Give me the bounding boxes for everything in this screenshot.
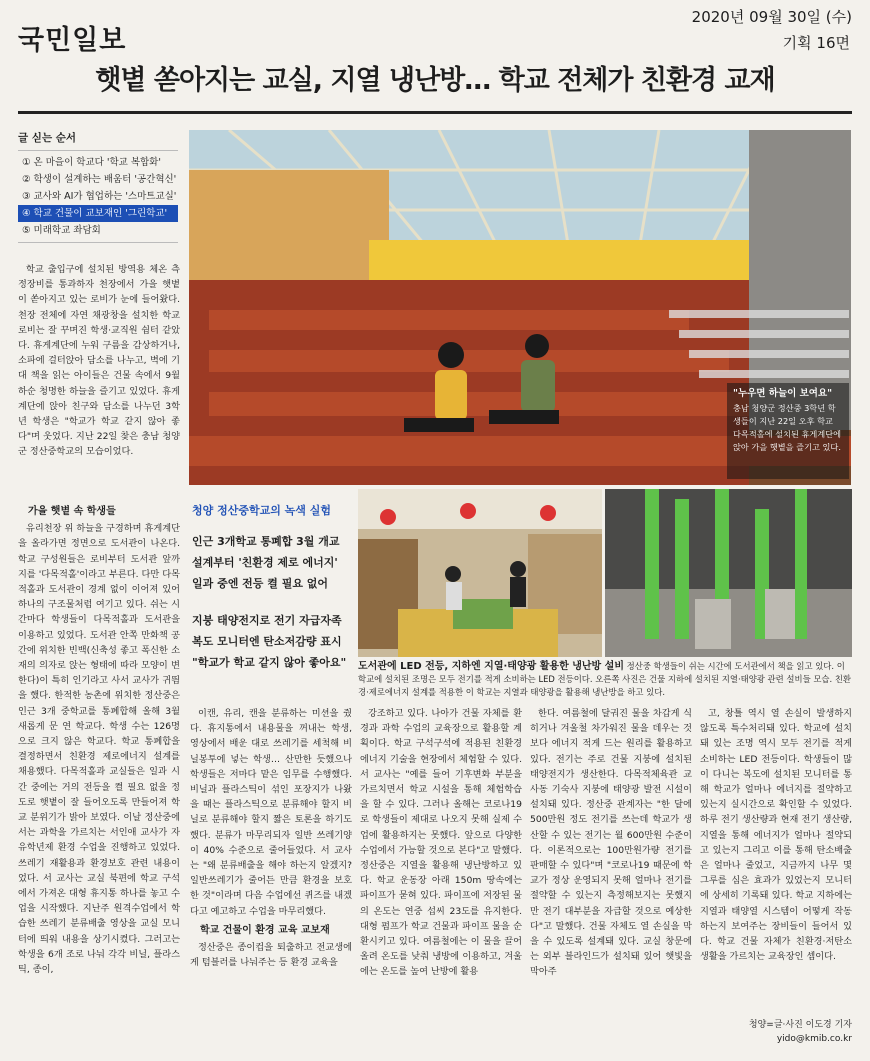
column-1-lower-paragraph: 유리천장 위 하늘을 구경하며 휴게계단을 올라가면 정면으로 도서관이 나온다. 학교 구성원들은 로비부터 도서관 앞까지를 '다목적홀'이라고 부른다. 다만 다목적홀과 도서관이 경계 없이 이어져 있어 하나의 구조물처럼 여기고 있다. 쉬는 시간마다 학생들이 다목적홀과 도서관을 이용하고 있었다. 도서관 안쪽 만화책 공간에 위치한 빈백(신축성 좋고 폭신한 소재의 의자로 앉는 형태에 따라 모양이 변한다)이 특히 인기라고 사서 교사가 귀띔을 했다. 한적한 농촌에 위치한 정산중은 인근 3개 중학교를 통폐합해 올해 3월 새롭게 문 연 학교다. 학생 수는 126명으로 크지 않은 학교다. 학교 통폐합을 결정하면서 친환경 제로에너지 설계를 채용했다. 다목적홀과 교실들은 일과 시간 중에는 거의 전등을 켤 필요 없을 정도로 햇볕이 잘 들어오도록 만들어져 학교 분위기가 밝아 보였다. 이날 정산중에서는 과학을 가르치는 서인애 교사가 자유학년제 환경 수업을 진행하고 있었다. 쓰레기 재활용과 환경보호 관련 내용이었다. 서 교사는 교실 북편에 학교 구석에서 가져온 대형 휴지통 하나를 놓고 수업을 시작했다. 지난주 원격수업에서 학습한 쓰레기 분류배출 영상을 교실 모니터에 띄워 내용을 상기시켰다. 그러고는 학생을 6개 조로 나눠 각각 비닐, 플라스틱, 종이, [18, 523, 180, 976]
header-rule [18, 111, 852, 114]
newspaper-masthead: 국민일보 [18, 25, 127, 56]
column-4-paragraph: 한다. 여름철에 달궈진 물을 차갑게 식히거나 겨울철 차가워진 물을 데우는 것보다 에너지 적게 드는 원리를 활용하고 있다. 전기는 주로 건물 지붕에 설치된 태양전지가 생산한다. 다목적체육관 교사동 기숙사 지붕에 태양광 발전 시설이 설치돼 있다. 정산중 관계자는 "한 달에 500만원 정도 전기를 쓰는데 학교가 생산할 수 있는 전기는 월 600만원 수준이다. 이론적으로는 100만원가량 전기를 판매할 수 있다"며 "코로나19 때문에 학교가 정상 운영되지 못해 얼마나 전기를 절약할 수 있는지 측정해보지는 못했지만 전기 대부분을 자급할 것으로 예상한다"고 말했다. 건물 자체도 열 손실을 막을 수 있도록 설계돼 있다. 교실 창문에는 외부 블라인드가 설치돼 있어 햇빛을 막아주 [530, 708, 692, 978]
column-3-paragraph: 강조하고 있다. 나아가 건물 자체를 환경과 과학 수업의 교육장으로 활용할 계획이다. 학교 구석구석에 적용된 친환경 에너지 기술을 현장에서 체험할 수 있다. 서 교사는 "예를 들어 기후변화 부분을 가르치면서 학교 시설을 통해 체험학습을 할 수 있다. 그러나 올해는 코로나19로 학생들이 제대로 나오지 못해 실제 수업에 활용하지는 못했다. 앞으로 다양한 수업에서 가능할 것으로 본다"고 말했다. 정산중은 지열을 활용해 냉난방하고 있다. 학교 운동장 아래 150m 땅속에는 파이프가 묻혀 있다. 파이프에 저장된 물의 온도는 연중 섭씨 23도를 유지한다. 대형 펌프가 학교 건물과 파이프 물을 순환시키고 있다. 여름철에는 이 물을 끌어올려 온도를 낮춰 냉방에 이용하고, 겨울에는 온도를 높여 난방에 활용 [360, 708, 522, 978]
column-2-end-paragraph: 정산중은 종이컵을 퇴출하고 전교생에게 텀블러를 나눠주는 등 환경 교육을 [190, 942, 352, 969]
column-5-paragraph: 고, 창틀 역시 열 손실이 발생하지 않도록 특수처리돼 있다. 학교에 설치돼 있는 조명 역시 모두 전기를 적게 소비하는 LED 전등이다. 학생들이 많이 다니는 복도에 설치된 모니터를 통해 학교가 얼마나 에너지를 절약하고 있는지 실시간으로 확인할 수 있었다. 하루 전기 생산량과 현재 전기 생산량, 지열을 통해 에너지가 얼마나 절약되고 있는지 그리고 이를 통해 탄소배출은 얼마나 줄었고, 지금까지 나무 몇 그루를 심은 효과가 있었는지 모니터에 상세히 기록돼 있다. 학교 지하에는 지열과 태양열 시스템이 어떻게 작동하는지 보여주는 장비들이 들어서 있다. 학교 건물 자체가 친환경·저탄소 생활을 가르치는 교육장인 셈이다. [700, 708, 852, 963]
main-photo-caption-box [727, 383, 849, 479]
photo-caption-text: 정산중 학생들이 쉬는 시간에 도서관에서 책을 읽고 있다. 이 학교에 설치된 조명은 모두 전기를 적게 소비하는 LED 전등이다. 오른쪽 사진은 건물 지하에 설치된 지열·태양광 관련 설비들 모습. 친환경·제로에너지 설계를 적용한 이 학교는 지열과 태양광을 활용해 냉난방을 하고 있다. [358, 661, 852, 697]
article-column-5 [700, 706, 852, 1014]
toc-divider [18, 150, 178, 151]
sidebar-point-2: 지붕 태양전지로 전기 자급자족 복도 모니터엔 탄소저감량 표시 "학교가 학교 같지 않아 좋아요" [192, 614, 347, 669]
subheading-school-building: 학교 건물이 환경 교육 교보재 [200, 924, 330, 936]
column-2-paragraph: 이캔, 유리, 캔을 분류하는 미션을 줬다. 휴지통에서 내용물을 꺼내는 학생, 영상에서 배운 대로 쓰레기를 세척해 비닐봉투에 넣는 학생… 산만한 듯했으나 학생들은 저마다 맡은 임무를 수행했다. 비닐과 플라스틱이 섞인 포장지가 나왔을 때는 플라스틱으로 분류해야 할지 비닐로 분류해야 할지 짧은 토론을 하기도 했다. 분류가 마무리되자 일반 쓰레기양이 40% 수준으로 줄어들었다. 서 교사는 "왜 분류배출을 해야 하는지 알겠지? 일반쓰레기가 줄어든 만큼 환경을 보호한 것"이라며 다음 수업에선 퀴즈를 내겠다고 예고하고 수업을 마무리했다. [190, 708, 352, 917]
section-page: 기획 16면 [782, 34, 850, 52]
main-photo-caption-title: "누우면 하늘이 보여요" [733, 388, 833, 399]
byline-block [749, 1018, 852, 1046]
sidebar-box [192, 500, 352, 673]
article-column-3 [360, 706, 522, 1040]
sidebar-title: 청양 정산중학교의 녹색 실험 [192, 504, 331, 517]
article-headline: 햇볕 쏟아지는 교실, 지열 냉난방… 학교 전체가 친환경 교재 [95, 65, 775, 96]
photo-caption-title: 도서관에 LED 전등, 지하엔 지열·태양광 활용한 냉난방 설비 [358, 661, 624, 672]
article-column-4 [530, 706, 692, 1040]
equipment-photo-illustration [605, 489, 852, 657]
toc-item-4-current: ④ 학교 건물이 교보재인 '그린학교' [18, 205, 178, 222]
series-toc [18, 130, 178, 246]
byline: 청양=글·사진 이도경 기자 [748, 1020, 852, 1030]
article-column-1-lower [18, 500, 180, 1038]
article-column-2 [190, 706, 352, 1040]
toc-item-1: ① 온 마을이 학교다 '학교 복합화' [22, 157, 161, 168]
geothermal-equipment-photo [605, 489, 852, 657]
toc-divider-bottom [18, 242, 178, 243]
toc-item-3: ③ 교사와 AI가 협업하는 '스마트교실' [22, 191, 177, 202]
reporter-email[interactable]: yido@kmib.co.kr [776, 1034, 852, 1044]
library-photo [358, 489, 602, 657]
column-1-paragraph: 학교 출입구에 설치된 방역용 체온 측정장비를 통과하자 천장에서 가을 햇볕이 쏟아지고 있는 로비가 눈에 들어왔다. 천장 전체에 자연 채광창을 설치한 학교 로비는 잘 꾸며진 학생·교직원 쉼터 같았다. 휴게계단에 누워 구름을 감상하거나, 소파에 걸터앉아 담소를 나누고, 벽에 기대 책을 읽는 아이들은 건물 속에서 9월 하순 청명한 하늘을 즐기고 있었다. 휴게계단에 앉아 친구와 담소를 나누던 3학년 학생은 "학교가 학교 같지 않아 좋다"며 웃었다. 지난 22일 찾은 충남 청양군 정산중학교의 모습이었다. [18, 264, 180, 458]
article-column-1 [18, 262, 180, 484]
main-photo-caption-text: 충남 청양군 정산중 3학년 학생들이 지난 22일 오후 학교 다목적홀에 설치된 휴게계단에 앉아 가을 햇볕을 즐기고 있다. [733, 403, 842, 452]
toc-item-5: ⑤ 미래학교 좌담회 [22, 225, 101, 236]
sidebar-point-1: 인근 3개학교 통폐합 3월 개교 설계부터 '친환경 제로 에너지' 일과 중엔 전등 켤 필요 없어 [192, 535, 340, 590]
issue-date: 2020년 09월 30일 (수) [691, 8, 852, 26]
subheading-autumn: 가을 햇볕 속 학생들 [28, 506, 116, 517]
toc-item-2: ② 학생이 설계하는 배움터 '공간혁신' [22, 174, 177, 185]
library-photo-illustration [358, 489, 602, 657]
main-photo [189, 130, 851, 485]
toc-title: 글 싣는 순서 [18, 132, 77, 144]
photo-caption [358, 660, 852, 699]
